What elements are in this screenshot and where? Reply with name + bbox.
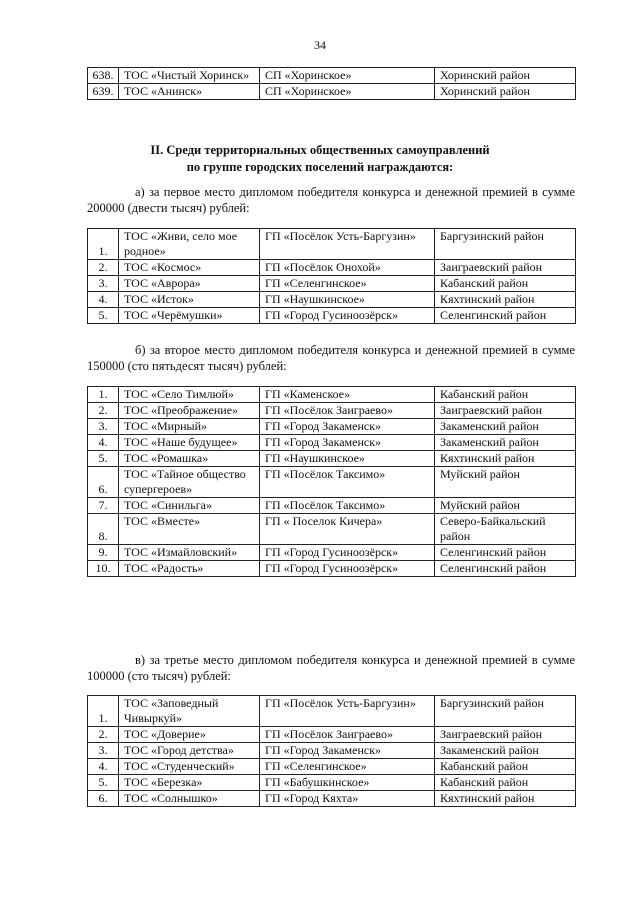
row-number-cell: 10. xyxy=(88,561,119,577)
row-number-cell: 7. xyxy=(88,498,119,514)
district-cell: Кабанский район xyxy=(435,775,576,791)
tos-name-cell: ТОС «Наше будущее» xyxy=(119,435,260,451)
row-number-cell: 1. xyxy=(88,229,119,260)
row-number-cell: 1. xyxy=(88,696,119,727)
row-number-cell: 4. xyxy=(88,759,119,775)
district-cell: Северо-Байкальский район xyxy=(435,514,576,545)
table-row xyxy=(88,775,576,791)
table-row xyxy=(88,514,576,545)
settlement-cell: ГП «Город Закаменск» xyxy=(260,419,435,435)
settlement-cell: ГП «Город Закаменск» xyxy=(260,435,435,451)
row-number-cell: 5. xyxy=(88,451,119,467)
settlement-cell: ГП «Селенгинское» xyxy=(260,276,435,292)
district-cell: Баргузинский район xyxy=(435,229,576,260)
settlement-cell: ГП «Город Гусиноозёрск» xyxy=(260,308,435,324)
tos-name-cell: ТОС «Студенческий» xyxy=(119,759,260,775)
row-number-cell: 5. xyxy=(88,775,119,791)
row-number-cell: 3. xyxy=(88,276,119,292)
district-cell: Кяхтинский район xyxy=(435,292,576,308)
settlement-cell: ГП «Селенгинское» xyxy=(260,759,435,775)
tos-name-cell: ТОС «Синильга» xyxy=(119,498,260,514)
table-row xyxy=(88,561,576,577)
table-row xyxy=(88,260,576,276)
table-row xyxy=(88,743,576,759)
settlement-cell: ГП «Посёлок Онохой» xyxy=(260,260,435,276)
district-cell: Кяхтинский район xyxy=(435,791,576,807)
settlement-cell: ГП «Посёлок Заиграево» xyxy=(260,403,435,419)
table-row xyxy=(88,68,576,84)
table-row xyxy=(88,308,576,324)
tos-name-cell: ТОС «Доверие» xyxy=(119,727,260,743)
settlement-cell: ГП « Поселок Кичера» xyxy=(260,514,435,545)
row-number-cell: 2. xyxy=(88,403,119,419)
settlement-cell: ГП «Посёлок Усть-Баргузин» xyxy=(260,696,435,727)
district-cell: Хоринский район xyxy=(435,68,576,84)
settlement-cell: ГП «Посёлок Таксимо» xyxy=(260,498,435,514)
page-number: 34 xyxy=(314,38,326,52)
tos-name-cell: ТОС «Солнышко» xyxy=(119,791,260,807)
settlement-cell: ГП «Посёлок Заиграево» xyxy=(260,727,435,743)
district-cell: Заиграевский район xyxy=(435,727,576,743)
row-number-cell: 6. xyxy=(88,791,119,807)
tos-name-cell: ТОС «Измайловский» xyxy=(119,545,260,561)
district-cell: Закаменский район xyxy=(435,419,576,435)
second-place-table xyxy=(87,386,576,577)
row-number-cell: 1. xyxy=(88,387,119,403)
third-place-table xyxy=(87,695,576,807)
tos-name-cell: ТОС «Аврора» xyxy=(119,276,260,292)
table-row xyxy=(88,545,576,561)
settlement-cell: СП «Хоринское» xyxy=(260,84,435,100)
district-cell: Баргузинский район xyxy=(435,696,576,727)
row-number-cell: 3. xyxy=(88,419,119,435)
row-number-cell: 638. xyxy=(88,68,119,84)
tos-name-cell: ТОС «Анинск» xyxy=(119,84,260,100)
settlement-cell: ГП «Посёлок Усть-Баргузин» xyxy=(260,229,435,260)
row-number-cell: 2. xyxy=(88,260,119,276)
settlement-cell: ГП «Город Кяхта» xyxy=(260,791,435,807)
district-cell: Селенгинский район xyxy=(435,308,576,324)
district-cell: Закаменский район xyxy=(435,743,576,759)
table-row xyxy=(88,419,576,435)
table-row xyxy=(88,498,576,514)
row-number-cell: 3. xyxy=(88,743,119,759)
district-cell: Заиграевский район xyxy=(435,403,576,419)
district-cell: Кабанский район xyxy=(435,387,576,403)
tos-name-cell: ТОС «Березка» xyxy=(119,775,260,791)
district-cell: Хоринский район xyxy=(435,84,576,100)
tos-name-cell: ТОС «Город детства» xyxy=(119,743,260,759)
section-title-line-2: по группе городских поселений награждаются: xyxy=(186,160,454,174)
district-cell: Кабанский район xyxy=(435,276,576,292)
settlement-cell: ГП «Каменское» xyxy=(260,387,435,403)
row-number-cell: 4. xyxy=(88,435,119,451)
settlement-cell: СП «Хоринское» xyxy=(260,68,435,84)
district-cell: Кабанский район xyxy=(435,759,576,775)
tos-name-cell: ТОС «Космос» xyxy=(119,260,260,276)
tos-name-cell: ТОС «Радость» xyxy=(119,561,260,577)
row-number-cell: 9. xyxy=(88,545,119,561)
tos-name-cell: ТОС «Мирный» xyxy=(119,419,260,435)
district-cell: Заиграевский район xyxy=(435,260,576,276)
tos-name-cell: ТОС «Чистый Хоринск» xyxy=(119,68,260,84)
section-title xyxy=(0,142,640,176)
table-row xyxy=(88,759,576,775)
row-number-cell: 4. xyxy=(88,292,119,308)
subsection-a-heading: а) за первое место дипломом победителя конкурса и денежной премией в сумме 200000 (двести тысяч) рублей: xyxy=(87,185,575,215)
table-row xyxy=(88,696,576,727)
first-place-table xyxy=(87,228,576,324)
tos-name-cell: ТОС «Тайное общество супергероев» xyxy=(119,467,260,498)
tos-name-cell: ТОС «Ромашка» xyxy=(119,451,260,467)
district-cell: Селенгинский район xyxy=(435,561,576,577)
tos-name-cell: ТОС «Вместе» xyxy=(119,514,260,545)
table-row xyxy=(88,403,576,419)
row-number-cell: 6. xyxy=(88,467,119,498)
tos-name-cell: ТОС «Черёмушки» xyxy=(119,308,260,324)
table-row xyxy=(88,276,576,292)
settlement-cell: ГП «Наушкинское» xyxy=(260,451,435,467)
tos-name-cell: ТОС «Живи, село мое родное» xyxy=(119,229,260,260)
district-cell: Закаменский район xyxy=(435,435,576,451)
subsection-c-heading: в) за третье место дипломом победителя конкурса и денежной премией в сумме 100000 (сто тысяч) рублей: xyxy=(87,653,575,683)
top-awards-table xyxy=(87,67,576,100)
table-row xyxy=(88,791,576,807)
district-cell: Муйский район xyxy=(435,467,576,498)
row-number-cell: 2. xyxy=(88,727,119,743)
row-number-cell: 8. xyxy=(88,514,119,545)
settlement-cell: ГП «Посёлок Таксимо» xyxy=(260,467,435,498)
district-cell: Муйский район xyxy=(435,498,576,514)
tos-name-cell: ТОС «Исток» xyxy=(119,292,260,308)
settlement-cell: ГП «Бабушкинское» xyxy=(260,775,435,791)
table-row xyxy=(88,435,576,451)
tos-name-cell: ТОС «Преображение» xyxy=(119,403,260,419)
table-row xyxy=(88,229,576,260)
tos-name-cell: ТОС «Село Тимлюй» xyxy=(119,387,260,403)
settlement-cell: ГП «Город Закаменск» xyxy=(260,743,435,759)
row-number-cell: 639. xyxy=(88,84,119,100)
table-row xyxy=(88,84,576,100)
table-row xyxy=(88,387,576,403)
district-cell: Селенгинский район xyxy=(435,545,576,561)
settlement-cell: ГП «Город Гусиноозёрск» xyxy=(260,545,435,561)
settlement-cell: ГП «Наушкинское» xyxy=(260,292,435,308)
table-row xyxy=(88,451,576,467)
row-number-cell: 5. xyxy=(88,308,119,324)
table-row xyxy=(88,467,576,498)
settlement-cell: ГП «Город Гусиноозёрск» xyxy=(260,561,435,577)
subsection-b-heading: б) за второе место дипломом победителя конкурса и денежной премией в сумме 150000 (сто пятьдесят тысяч) рублей: xyxy=(87,343,575,373)
table-row xyxy=(88,292,576,308)
section-title-line-1: II. Среди территориальных общественных самоуправлений xyxy=(150,143,490,157)
district-cell: Кяхтинский район xyxy=(435,451,576,467)
table-row xyxy=(88,727,576,743)
tos-name-cell: ТОС «Заповедный Чивыркуй» xyxy=(119,696,260,727)
